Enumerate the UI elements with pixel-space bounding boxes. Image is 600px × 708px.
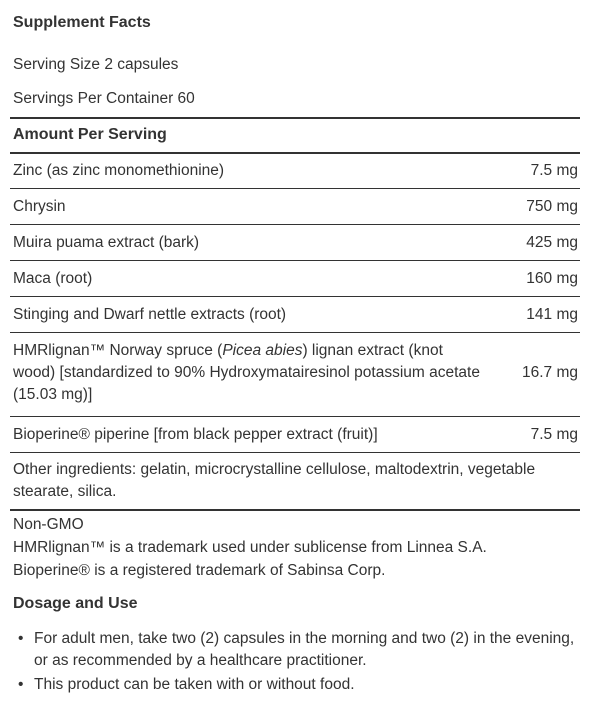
panel-title: Supplement Facts bbox=[13, 14, 151, 31]
nutrient-name: Muira puama extract (bark) bbox=[13, 234, 200, 251]
divider bbox=[10, 332, 580, 333]
nutrient-name: Maca (root) bbox=[13, 270, 93, 287]
nutrient-name: Zinc (as zinc monomethionine) bbox=[13, 162, 225, 179]
divider-thick bbox=[10, 117, 580, 119]
nutrient-name: Stinging and Dwarf nettle extracts (root) bbox=[13, 306, 287, 323]
bullet-icon: • bbox=[18, 630, 24, 647]
divider bbox=[10, 416, 580, 417]
divider bbox=[10, 296, 580, 297]
divider bbox=[10, 224, 580, 225]
dosage-title: Dosage and Use bbox=[13, 595, 138, 612]
nutrient-name: Chrysin bbox=[13, 198, 66, 215]
bullet-icon: • bbox=[18, 676, 24, 693]
note-trademark-bioperine: Bioperine® is a registered trademark of Sabinsa Corp. bbox=[13, 562, 386, 579]
nutrient-amount: 16.7 mg bbox=[521, 364, 578, 381]
note-non-gmo: Non-GMO bbox=[13, 516, 84, 533]
nutrient-amount: 160 mg bbox=[526, 270, 578, 287]
botanical-name: Picea abies bbox=[222, 342, 303, 359]
dosage-item bbox=[18, 628, 578, 672]
serving-size: Serving Size 2 capsules bbox=[13, 56, 179, 73]
nutrient-amount: 7.5 mg bbox=[530, 162, 578, 179]
divider-thick bbox=[10, 152, 580, 154]
nutrient-name-part: ) lignan extract (knot wood) [standardized to 90% Hydroxymatairesinol potassium acetate (15.03 mg)] bbox=[13, 342, 480, 403]
divider bbox=[10, 452, 580, 453]
nutrient-amount: 750 mg bbox=[526, 198, 578, 215]
divider bbox=[10, 260, 580, 261]
nutrient-name: Bioperine® piperine [from black pepper extract (fruit)] bbox=[13, 426, 378, 443]
nutrient-amount: 141 mg bbox=[526, 306, 578, 323]
amount-per-serving-header: Amount Per Serving bbox=[13, 126, 167, 143]
divider-thick bbox=[10, 509, 580, 511]
nutrient-name-part: HMRlignan™ Norway spruce ( bbox=[13, 342, 223, 359]
note-trademark-hmrlignan: HMRlignan™ is a trademark used under sublicense from Linnea S.A. bbox=[13, 539, 487, 556]
nutrient-row bbox=[13, 340, 578, 410]
dosage-text: For adult men, take two (2) capsules in the morning and two (2) in the evening, or as recommended by a healthcare practitioner. bbox=[34, 630, 575, 669]
servings-per-container: Servings Per Container 60 bbox=[13, 90, 195, 107]
nutrient-amount: 7.5 mg bbox=[530, 426, 578, 443]
divider bbox=[10, 188, 580, 189]
other-ingredients: Other ingredients: gelatin, microcrystalline cellulose, maltodextrin, vegetable stearate, silica. bbox=[13, 461, 536, 500]
dosage-text: This product can be taken with or without food. bbox=[34, 676, 355, 693]
nutrient-name bbox=[13, 340, 483, 406]
nutrient-amount: 425 mg bbox=[526, 234, 578, 251]
